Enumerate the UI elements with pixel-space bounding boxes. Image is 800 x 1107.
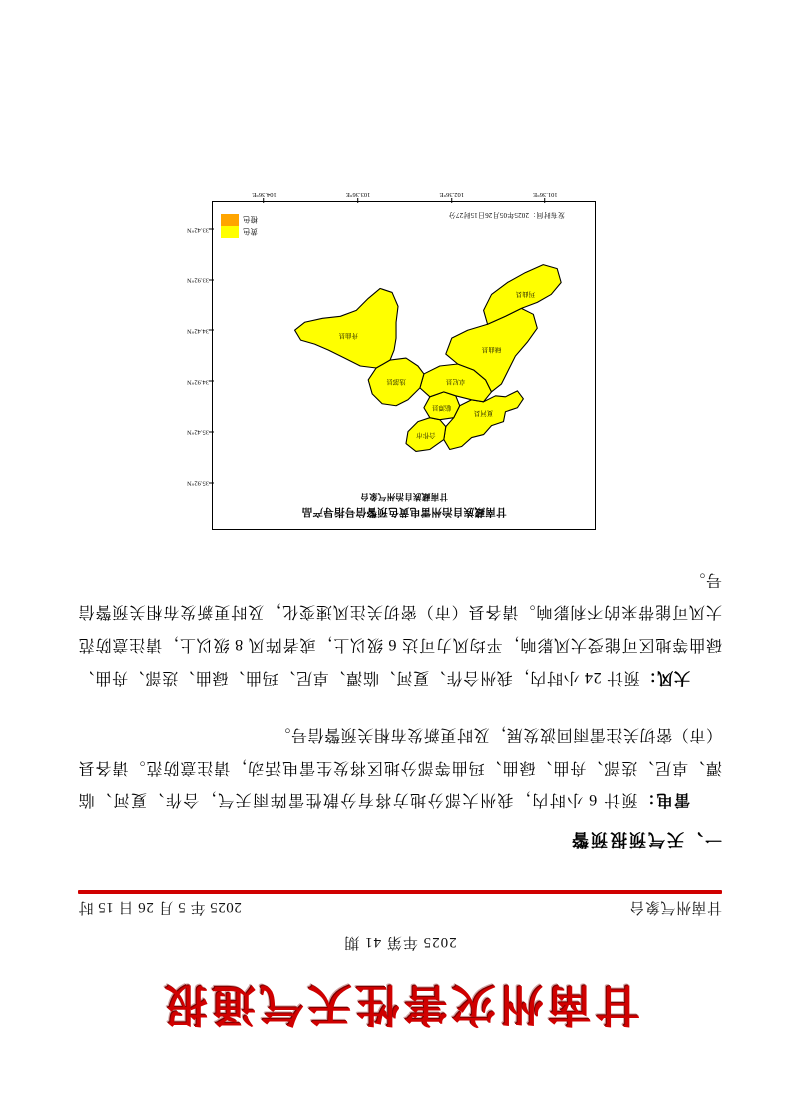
county-label-xiahe: 夏河县 [473, 409, 494, 417]
map-publish-time: 发布时间：2025年05月26日15时27分 [448, 210, 565, 219]
paragraph-wind-lead: 大风： [639, 669, 690, 687]
paragraph-thunder-text: 预计 6 小时内，我州大部分地方将有分散性雷阵雨天气，合作、夏河、临潭、卓尼、迭部、舟曲、碌曲、玛曲等部分地区将发生雷电活动，请注意防范。请各县（市）密切关注雷雨回波发展，及时更新发布相关预警信号。 [78, 725, 722, 809]
y-tick-5: 35.92°N [187, 480, 209, 487]
paragraph-thunder-lead: 雷电： [637, 791, 690, 809]
county-label-hezuo: 合作市 [416, 431, 436, 439]
county-label-zhuoni: 卓尼县 [446, 377, 466, 385]
paragraph-wind [78, 562, 722, 693]
legend-item-yellow [221, 226, 265, 238]
warning-map-figure [187, 171, 610, 536]
y-tick-3: 34.92°N [187, 378, 209, 385]
county-label-diebu: 迭部县 [386, 377, 406, 385]
legend-label-orange: 橙色 [243, 215, 258, 225]
county-label-lintan: 临潭县 [432, 403, 452, 411]
map-subtitle: 甘南藏族自治州气象台 [360, 492, 449, 503]
county-label-maqu: 玛曲县 [515, 290, 536, 298]
legend-swatch-yellow [221, 226, 239, 238]
masthead-divider [78, 890, 722, 894]
map-legend [221, 214, 265, 238]
paragraph-thunder [78, 717, 722, 815]
y-tick-1: 33.92°N [187, 277, 209, 284]
page-title: 甘南州灾害性天气通报 [160, 980, 640, 1029]
county-label-zhouqu: 舟曲县 [338, 332, 358, 340]
issue-number: 2025 年第 41 期 [343, 934, 457, 951]
legend-swatch-orange [221, 214, 239, 226]
legend-label-yellow: 黄色 [243, 227, 258, 237]
gannan-county-map [213, 202, 595, 529]
y-tick-0: 33.42°N [187, 226, 209, 233]
map-plot-frame [187, 190, 596, 530]
paragraph-wind-text: 预计 24 小时内，我州合作、夏河、临潭、卓尼、玛曲、碌曲、迭部、舟曲、碌曲等地区可能受大风影响，平均风力可达 6 级以上，或者阵风 8 级以上，请注意防范大风可能带来的不利影响。请各县（市）密切关注风速变化，及时更新发布相关预警信号。 [78, 570, 722, 687]
y-tick-4: 35.42°N [187, 429, 209, 436]
x-tick-2: 103.36°E [346, 191, 370, 198]
x-tick-1: 102.36°E [440, 191, 464, 198]
publisher-name: 甘南州气象台 [628, 899, 722, 916]
issue-datetime: 2025 年 5 月 26 日 15 时 [78, 899, 242, 916]
x-tick-0: 101.36°E [533, 191, 557, 198]
legend-item-orange [221, 214, 265, 226]
county-shape-zhouqu [295, 288, 398, 368]
map-title: 甘南藏族自治州雷电黄色预警信号指导产品 [301, 505, 507, 517]
x-tick-3: 104.36°E [252, 191, 276, 198]
masthead-meta [78, 898, 722, 919]
y-tick-2: 34.42°N [187, 328, 209, 335]
county-label-luqu: 碌曲县 [481, 345, 502, 353]
section-heading-forecast: 一、天气预报预警 [570, 830, 722, 850]
